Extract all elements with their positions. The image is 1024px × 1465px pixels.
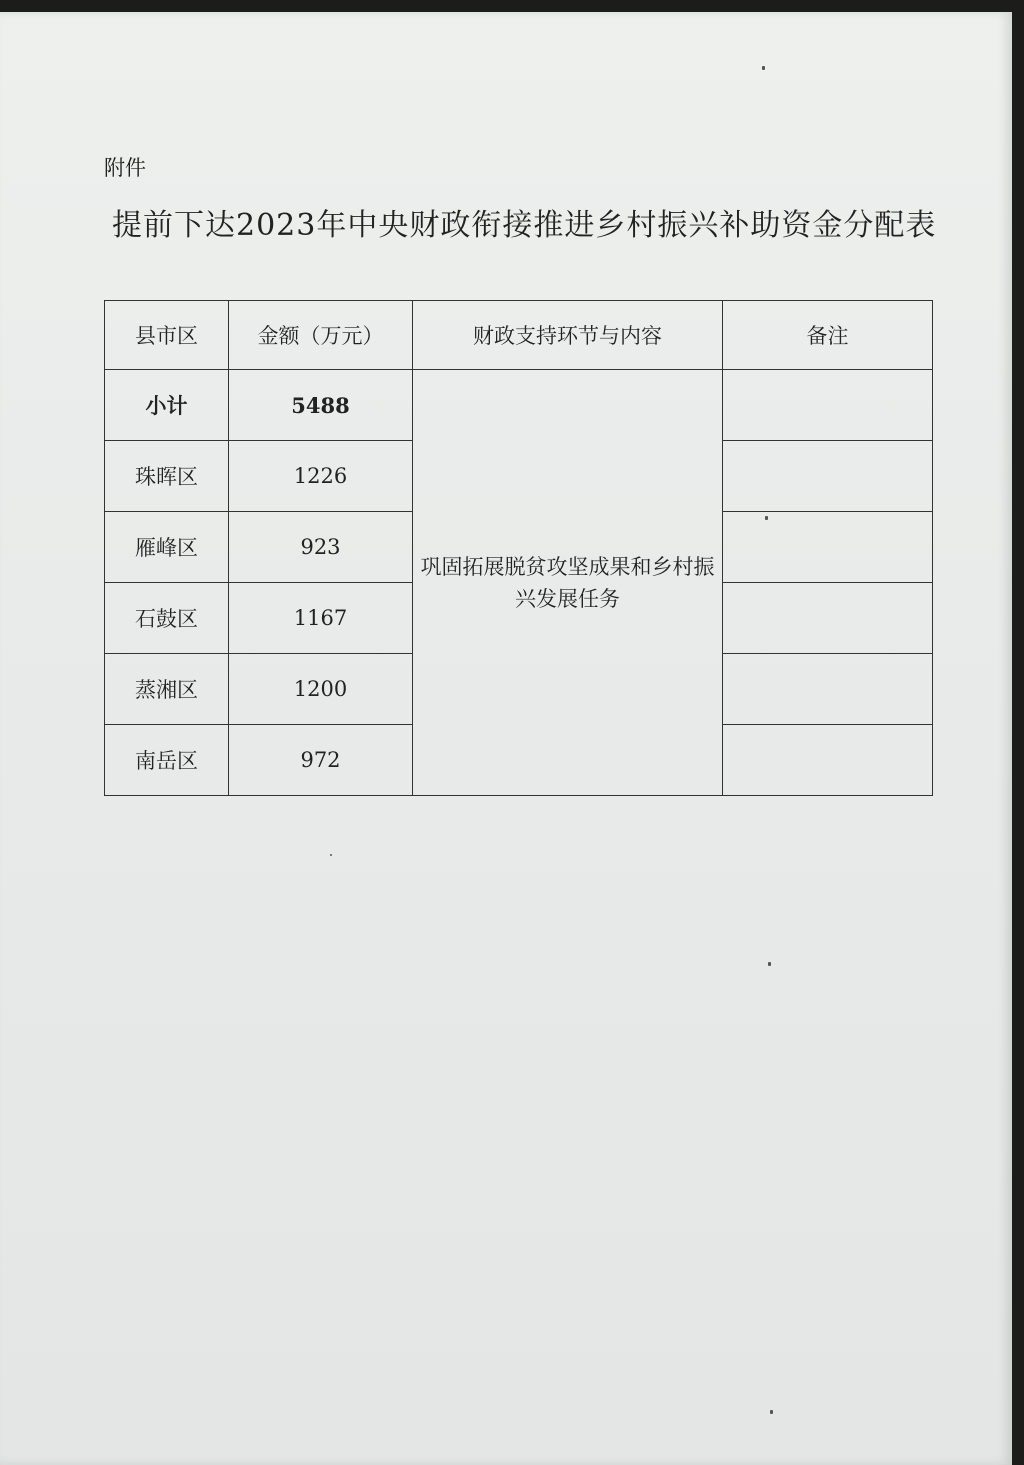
attachment-label: 附件 [104, 156, 146, 180]
remarks-cell [723, 654, 933, 725]
subtotal-row [105, 370, 933, 441]
paper-speck [762, 66, 765, 70]
remarks-cell [723, 441, 933, 512]
paper-speck [765, 516, 768, 520]
remarks-cell [723, 725, 933, 796]
district-cell: 南岳区 [105, 725, 229, 796]
header-district: 县市区 [105, 301, 229, 370]
allocation-table [104, 300, 933, 796]
district-cell: 雁峰区 [105, 512, 229, 583]
remarks-cell [723, 512, 933, 583]
district-cell: 珠晖区 [105, 441, 229, 512]
district-cell: 石鼓区 [105, 583, 229, 654]
amount-cell: 1167 [229, 583, 413, 654]
subtotal-amount: 5488 [229, 370, 413, 441]
header-amount: 金额（万元） [229, 301, 413, 370]
amount-cell: 1200 [229, 654, 413, 725]
amount-cell: 923 [229, 512, 413, 583]
subtotal-label: 小计 [105, 370, 229, 441]
paper-speck [330, 854, 332, 856]
district-cell: 蒸湘区 [105, 654, 229, 725]
paper-speck [768, 962, 771, 966]
support-content-cell: 巩固拓展脱贫攻坚成果和乡村振兴发展任务 [413, 370, 723, 796]
remarks-cell [723, 583, 933, 654]
remarks-cell [723, 370, 933, 441]
table-header-row [105, 301, 933, 370]
paper-speck [770, 1410, 773, 1414]
document-title: 提前下达2023年中央财政衔接推进乡村振兴补助资金分配表 [112, 208, 937, 243]
header-support-content: 财政支持环节与内容 [413, 301, 723, 370]
header-remarks: 备注 [723, 301, 933, 370]
paper-page [0, 12, 1012, 1465]
amount-cell: 1226 [229, 441, 413, 512]
amount-cell: 972 [229, 725, 413, 796]
